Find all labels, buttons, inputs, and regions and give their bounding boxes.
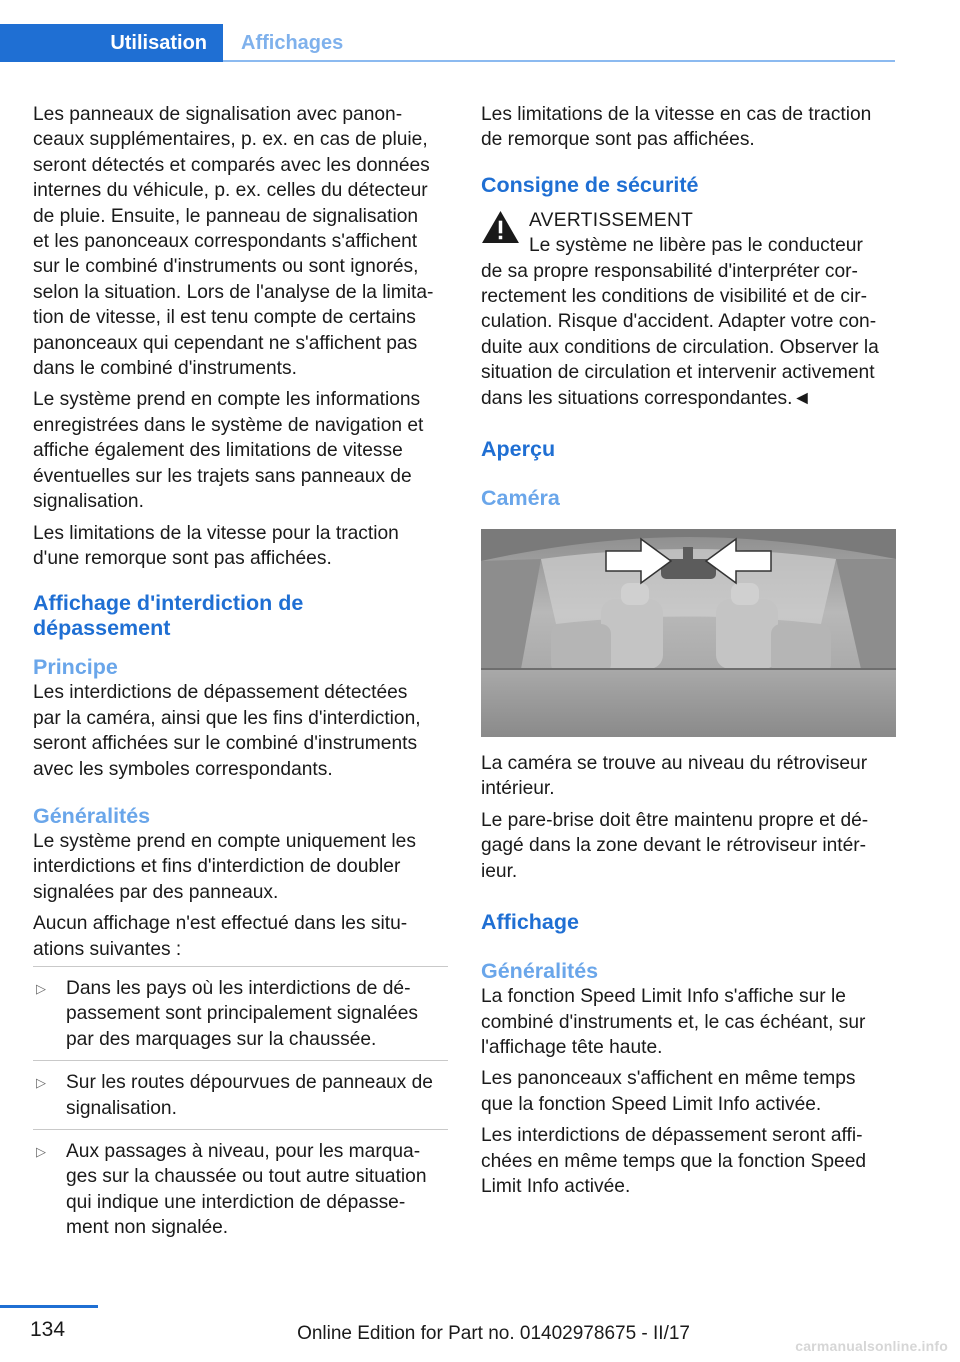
triangle-bullet-icon: ▷ [36,1075,46,1091]
page-number: 134 [30,1318,66,1341]
edition-line: Online Edition for Part no. 01402978675 - II/17 [297,1323,690,1344]
paragraph: Le système prend en compte uniquement les interdictions et fins d'interdiction de doubler signalées par des panneaux. [33,830,416,903]
subheading-camera: Caméra [481,486,560,511]
list-item [33,976,448,1052]
page-header [0,0,895,62]
section-heading-affichage: Affichage [481,910,579,935]
subheading-principe: Principe [33,655,118,680]
list-item [33,1139,448,1241]
paragraph: Le système prend en compte les informations enregistrées dans le système de navigation et affiche également des limitations de vitesse éventuelles sur les trajets sans panneaux de signalisation. [33,389,424,513]
paragraph: Les panneaux de signalisation avec panon‐ ceaux supplémentaires, p. ex. en cas de pluie, seront détectés et comparés avec les données internes du véhicule, p. ex. celles du détecteur de pluie. Ensuite, le panneau de signalisation et les panonceaux correspondants s'affichent sur le combiné d'instruments ou sont ignorés, selon la situation. Lors de l'analyse de la limita‐ tion de vitesse, il est tenu compte de certains panonceaux qui cependant ne s'affichent pas dans le combiné d'instruments. [33,104,434,380]
section-heading-safety: Consigne de sécurité [481,172,699,197]
list-divider [33,1129,448,1130]
left-column [33,102,448,1249]
header-rule [223,60,895,62]
triangle-bullet-icon: ▷ [36,1144,46,1159]
tab-utilisation: Utilisation [0,24,223,62]
warning-triangle-icon [481,210,520,244]
right-column [481,102,896,1205]
list-divider [33,1060,448,1061]
paragraph: Les interdictions de dépassement seront affi‐ chées en même temps que la fonction Speed Limit Info activée. [481,1125,867,1197]
triangle-bullet-icon: ▷ [36,980,46,996]
section-heading-apercu: Aperçu [481,437,556,462]
warning-text: de sa propre responsabilité d'interpréter cor‐ rectement les conditions de visibilité et de cir‐ culation. Risque d'accident. Adapter votre con‐ duite aux conditions de circulation. Observer la situation de circulation et intervenir activement dans les situations correspondantes.◄ [481,260,879,409]
paragraph: Les panonceaux s'affichent en même temps que la fonction Speed Limit Info activée. [481,1068,856,1115]
footer-rule [0,1305,98,1308]
paragraph: Aucun affichage n'est effectué dans les situ‐ ations suivantes : [33,913,408,960]
warning-block [481,208,896,259]
list-item [33,1070,448,1121]
watermark: carmanualsonline.info [795,1338,948,1354]
section-heading-overtake: Affichage d'interdiction de dépassement [33,591,304,641]
subheading-generalites: Généralités [33,803,151,828]
camera-location-photo [481,529,896,737]
list-item-text: Sur les routes dépourvues de panneaux de signalisation. [66,1072,433,1119]
paragraph: Le pare-brise doit être maintenu propre et dé‐ gagé dans la zone devant le rétroviseur intér‐ ieur. [481,809,869,882]
paragraph: Les limitations de la vitesse en cas de traction de remorque sont pas affichées. [481,104,872,151]
paragraph: Les limitations de la vitesse pour la traction d'une remorque sont pas affichées. [33,522,399,569]
list-divider [33,966,448,967]
paragraph: La caméra se trouve au niveau du rétroviseur intérieur. [481,753,868,800]
paragraph: La fonction Speed Limit Info s'affiche sur le combiné d'instruments et, le cas échéant, sur l'affichage tête haute. [481,986,866,1058]
list-item-text: Dans les pays où les interdictions de dé‐ passement sont principalement signalées par des marquages sur la chaussée. [66,977,418,1050]
warning-title: AVERTISSEMENT [529,209,694,231]
car-interior-illustration [481,529,896,737]
list-item-text: Aux passages à niveau, pour les marqua‐ ges sur la chaussée ou tout autre situation qui indique une interdiction de dépasse‐ ment non signalée. [66,1141,427,1239]
warning-text-first-line: Le système ne libère pas le conducteur [529,235,863,257]
paragraph: Les interdictions de dépassement détectées par la caméra, ainsi que les fins d'interdiction, seront affichées sur le combiné d'instruments avec les symboles correspondants. [33,682,421,780]
subheading-generalites: Généralités [481,959,599,984]
tab-affichages: Affichages [241,31,344,54]
